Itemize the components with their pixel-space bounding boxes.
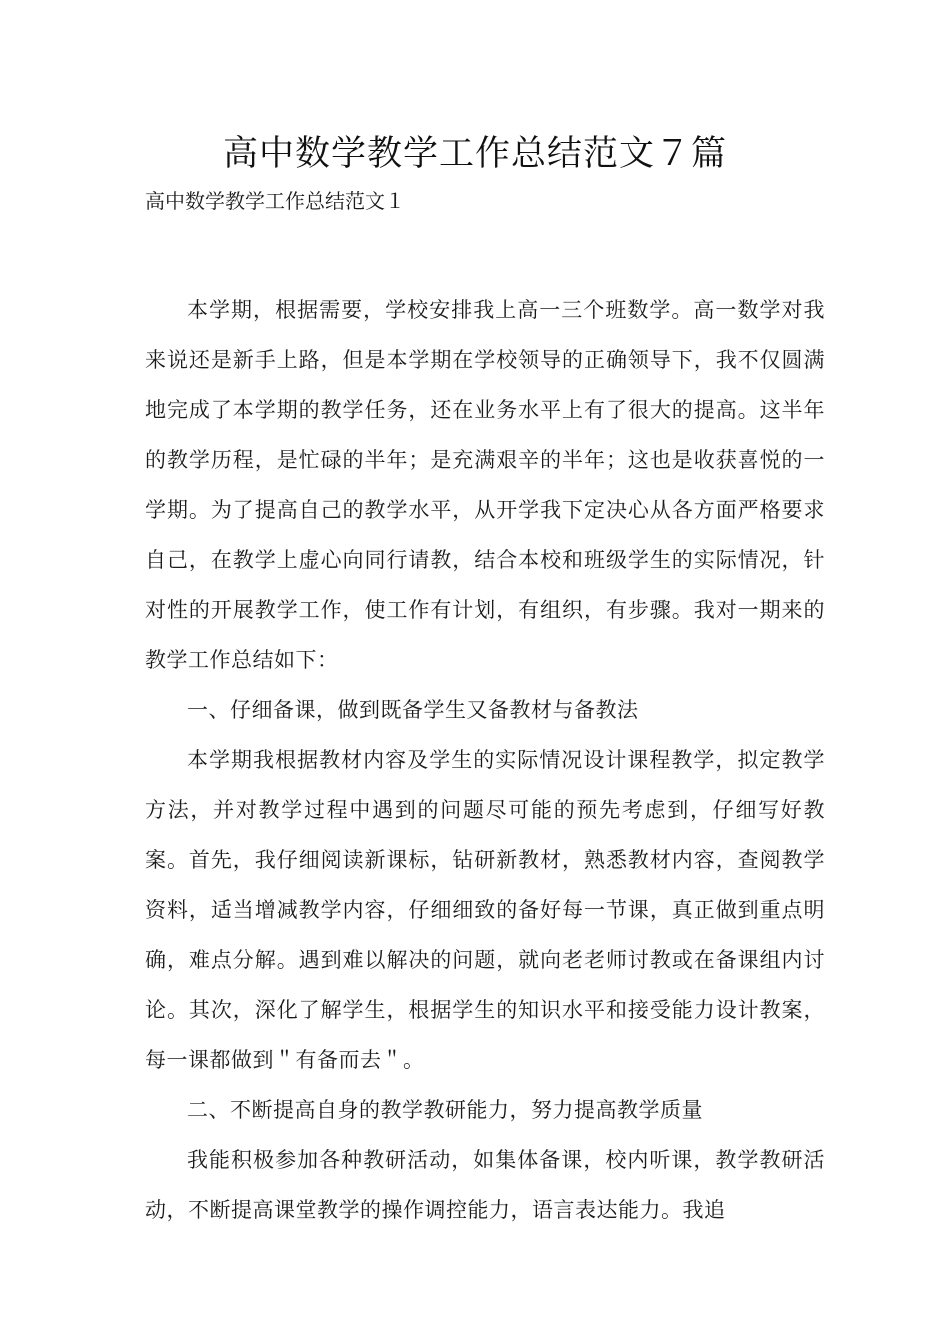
paragraph-section-2: 我能积极参加各种教研活动，如集体备课，校内听课，教学教研活动，不断提高课堂教学的操作调控能力，语言表达能力。我追 xyxy=(145,1148,825,1222)
document-subtitle: 高中数学教学工作总结范文１ xyxy=(145,189,405,213)
paragraph-intro: 本学期，根据需要，学校安排我上高一三个班数学。高一数学对我来说还是新手上路，但是本学期在学校领导的正确领导下，我不仅圆满地完成了本学期的教学任务，还在业务水平上有了很大的提高。这半年的教学历程，是忙碌的半年；是充满艰辛的半年；这也是收获喜悦的一学期。为了提高自己的教学水平，从开学我下定决心从各方面严格要求自己，在教学上虚心向同行请教，结合本校和班级学生的实际情况，针对性的开展教学工作，使工作有计划，有组织，有步骤。我对一期来的教学工作总结如下： xyxy=(145,298,825,672)
document-body xyxy=(145,285,825,1235)
paragraph-section-1: 本学期我根据教材内容及学生的实际情况设计课程教学，拟定教学方法，并对教学过程中遇到的问题尽可能的预先考虑到，仔细写好教案。首先，我仔细阅读新课标，钻研新教材，熟悉教材内容，查阅教学资料，适当增减教学内容，仔细细致的备好每一节课，真正做到重点明确，难点分解。遇到难以解决的问题，就向老老师讨教或在备课组内讨论。其次，深化了解学生，根据学生的知识水平和接受能力设计教案，每一课都做到＂有备而去＂。 xyxy=(145,748,825,1072)
section-heading-1: 一、仔细备课，做到既备学生又备教材与备教法 xyxy=(187,698,639,722)
document-title: 高中数学教学工作总结范文７篇 xyxy=(222,134,727,174)
section-heading-2: 二、不断提高自身的教学教研能力，努力提高教学质量 xyxy=(187,1098,703,1122)
